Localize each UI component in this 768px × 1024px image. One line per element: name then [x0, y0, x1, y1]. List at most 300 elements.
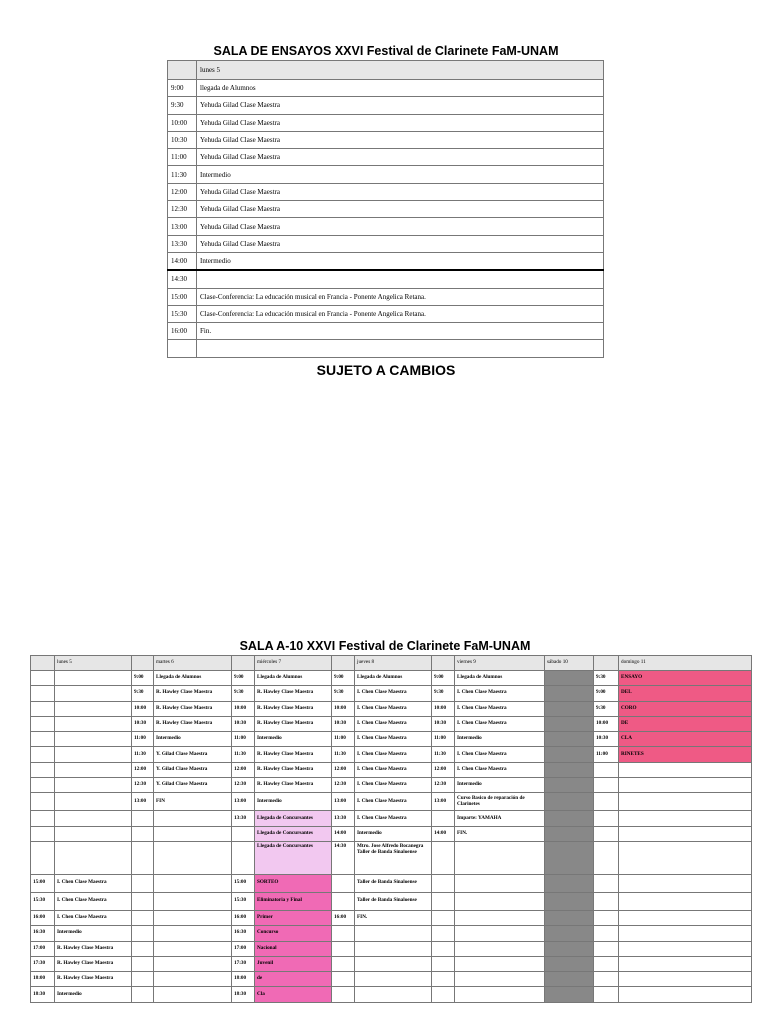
activity-cell	[545, 941, 594, 956]
time-cell	[132, 910, 154, 925]
activity-cell	[197, 340, 604, 357]
activity-cell: Llegada de Concursantes	[255, 841, 332, 874]
time-cell: 16:00	[31, 910, 55, 925]
time-cell: 16:30	[232, 926, 255, 941]
time-cell: 15:30	[168, 305, 197, 322]
time-cell: 9:30	[432, 686, 455, 701]
time-cell	[31, 747, 55, 762]
activity-cell: I. Chen Clase Maestra	[355, 701, 432, 716]
activity-cell: Nacional	[255, 941, 332, 956]
activity-cell: I. Chen Clase Maestra	[355, 811, 432, 826]
activity-cell: R. Hawley Clase Maestra	[154, 716, 232, 731]
time-cell: 18:00	[31, 972, 55, 987]
day-header: jueves 8	[355, 656, 432, 671]
time-cell: 12:30	[168, 201, 197, 218]
time-cell: 13:00	[432, 793, 455, 811]
activity-cell: I. Chen Clase Maestra	[55, 874, 132, 892]
activity-cell: R. Hawley Clase Maestra	[255, 778, 332, 793]
activity-cell	[545, 716, 594, 731]
time-cell	[432, 811, 455, 826]
day-header: domingo 11	[619, 656, 752, 671]
table-row	[168, 183, 604, 200]
time-cell	[332, 972, 355, 987]
time-cell: 10:30	[432, 716, 455, 731]
time-cell: 16:00	[332, 910, 355, 925]
activity-cell	[619, 956, 752, 971]
activity-cell	[619, 826, 752, 841]
activity-cell: Intermedio	[455, 778, 545, 793]
time-cell: 14:30	[168, 270, 197, 288]
activity-cell: Taller de Banda Sinaloense	[355, 874, 432, 892]
time-cell: 16:00	[232, 910, 255, 925]
activity-cell	[154, 941, 232, 956]
time-cell: 18:30	[232, 987, 255, 1002]
table-row	[31, 987, 752, 1002]
activity-cell	[455, 956, 545, 971]
time-cell: 15:00	[168, 288, 197, 305]
table-row	[168, 270, 604, 288]
activity-cell: llegada de Alumnos	[197, 80, 604, 97]
time-cell: 11:30	[232, 747, 255, 762]
time-cell: 9:30	[232, 686, 255, 701]
time-cell	[594, 778, 619, 793]
time-cell: 13:00	[132, 793, 154, 811]
time-cell	[432, 910, 455, 925]
table-row	[31, 686, 752, 701]
time-cell: 10:00	[168, 114, 197, 131]
time-cell	[594, 793, 619, 811]
time-cell: 11:00	[332, 732, 355, 747]
activity-cell: Y. Gilad Clase Maestra	[154, 778, 232, 793]
table-row	[31, 811, 752, 826]
time-cell: 13:30	[168, 235, 197, 252]
time-cell	[594, 826, 619, 841]
activity-cell: Intermedio	[197, 252, 604, 270]
time-cell	[232, 841, 255, 874]
time-cell	[594, 811, 619, 826]
activity-cell: Imparte: YAMAHA	[455, 811, 545, 826]
activity-cell: Mtro. Jose Alfredo Bocanegra Taller de Banda Sinaloense	[355, 841, 432, 874]
day-header: miércoles 7	[255, 656, 332, 671]
day-header: lunes 5	[197, 61, 604, 80]
time-cell	[132, 874, 154, 892]
time-cell: 9:00	[232, 671, 255, 686]
time-cell: 11:30	[168, 166, 197, 183]
time-cell	[31, 793, 55, 811]
time-cell: 9:30	[332, 686, 355, 701]
activity-cell: FIN.	[455, 826, 545, 841]
time-cell: 11:00	[432, 732, 455, 747]
table-row	[168, 323, 604, 340]
table-row	[168, 131, 604, 148]
activity-cell: I. Chen Clase Maestra	[455, 762, 545, 777]
activity-cell: I. Chen Clase Maestra	[455, 747, 545, 762]
time-cell: 13:00	[332, 793, 355, 811]
time-cell: 14:00	[168, 252, 197, 270]
time-cell: 17:00	[31, 941, 55, 956]
time-cell: 11:30	[132, 747, 154, 762]
time-cell	[594, 892, 619, 910]
activity-cell	[545, 826, 594, 841]
time-cell: 12:30	[232, 778, 255, 793]
time-cell	[594, 941, 619, 956]
table-row	[31, 778, 752, 793]
time-cell	[31, 671, 55, 686]
time-cell	[31, 841, 55, 874]
time-cell: 14:00	[332, 826, 355, 841]
table-row	[31, 972, 752, 987]
time-cell: 9:00	[432, 671, 455, 686]
activity-cell: R. Hawley Clase Maestra	[154, 701, 232, 716]
time-cell	[31, 778, 55, 793]
activity-cell: R. Hawley Clase Maestra	[154, 686, 232, 701]
schedule2-title: SALA A-10 XXVI Festival de Clarinete FaM-UNAM	[239, 639, 531, 653]
activity-cell	[55, 686, 132, 701]
activity-cell	[619, 941, 752, 956]
time-cell	[332, 892, 355, 910]
time-cell	[594, 874, 619, 892]
activity-cell: FIN.	[355, 910, 432, 925]
activity-cell: Juvenil	[255, 956, 332, 971]
activity-cell	[455, 926, 545, 941]
activity-cell: I. Chen Clase Maestra	[355, 778, 432, 793]
activity-cell	[154, 874, 232, 892]
activity-cell	[545, 892, 594, 910]
activity-cell: I. Chen Clase Maestra	[455, 716, 545, 731]
time-cell	[31, 811, 55, 826]
time-cell: 12:00	[168, 183, 197, 200]
activity-cell	[154, 926, 232, 941]
time-cell	[132, 892, 154, 910]
time-cell	[594, 987, 619, 1002]
time-cell: 11:00	[132, 732, 154, 747]
activity-cell	[55, 716, 132, 731]
activity-cell	[545, 778, 594, 793]
day-header: martes 6	[154, 656, 232, 671]
activity-cell	[619, 892, 752, 910]
table-row	[31, 747, 752, 762]
time-cell: 10:00	[332, 701, 355, 716]
header-time-cell	[168, 61, 197, 80]
activity-cell	[455, 874, 545, 892]
activity-cell: I. Chen Clase Maestra	[55, 892, 132, 910]
activity-cell	[545, 987, 594, 1002]
header-time-cell	[332, 656, 355, 671]
activity-cell: Eliminatoria y Final	[255, 892, 332, 910]
activity-cell	[545, 910, 594, 925]
activity-cell: CORO	[619, 701, 752, 716]
activity-cell	[154, 892, 232, 910]
table-row	[168, 288, 604, 305]
time-cell: 12:30	[132, 778, 154, 793]
time-cell: 9:30	[594, 701, 619, 716]
header-time-cell	[31, 656, 55, 671]
activity-cell	[619, 926, 752, 941]
time-cell: 10:00	[432, 701, 455, 716]
activity-cell: I. Chen Clase Maestra	[355, 732, 432, 747]
time-cell: 10:30	[232, 716, 255, 731]
time-cell: 13:00	[168, 218, 197, 235]
time-cell	[594, 910, 619, 925]
header-time-cell	[132, 656, 154, 671]
activity-cell	[154, 841, 232, 874]
time-cell: 10:00	[132, 701, 154, 716]
activity-cell: I. Chen Clase Maestra	[355, 762, 432, 777]
header-time-cell	[232, 656, 255, 671]
activity-cell: R. Hawley Clase Maestra	[55, 941, 132, 956]
activity-cell: de	[255, 972, 332, 987]
activity-cell	[545, 732, 594, 747]
activity-cell	[545, 701, 594, 716]
time-cell: 11:30	[332, 747, 355, 762]
activity-cell: ENSAYO	[619, 671, 752, 686]
activity-cell: I. Chen Clase Maestra	[355, 686, 432, 701]
activity-cell	[154, 826, 232, 841]
activity-cell: Llegada de Alumnos	[255, 671, 332, 686]
activity-cell	[545, 671, 594, 686]
activity-cell	[619, 778, 752, 793]
activity-cell	[355, 987, 432, 1002]
time-cell: 9:30	[594, 671, 619, 686]
activity-cell: Yehuda Gilad Clase Maestra	[197, 149, 604, 166]
time-cell: 13:00	[232, 793, 255, 811]
time-cell	[594, 972, 619, 987]
activity-cell: I. Chen Clase Maestra	[55, 910, 132, 925]
time-cell	[594, 926, 619, 941]
activity-cell	[455, 910, 545, 925]
time-cell: 16:30	[31, 926, 55, 941]
activity-cell: R. Hawley Clase Maestra	[255, 716, 332, 731]
note-text: SUJETO A CAMBIOS	[316, 362, 456, 378]
activity-cell: Yehuda Gilad Clase Maestra	[197, 201, 604, 218]
time-cell	[432, 972, 455, 987]
time-cell: 15:00	[232, 874, 255, 892]
time-cell: 12:00	[332, 762, 355, 777]
activity-cell: Clase-Conferencia: La educación musical en Francia - Ponente Angelica Retana.	[197, 305, 604, 322]
time-cell	[31, 732, 55, 747]
time-cell: 10:30	[168, 131, 197, 148]
table-row	[31, 956, 752, 971]
time-cell	[432, 987, 455, 1002]
activity-cell: SORTEO	[255, 874, 332, 892]
time-cell	[132, 956, 154, 971]
activity-cell: Intermedio	[255, 793, 332, 811]
time-cell: 15:30	[31, 892, 55, 910]
activity-cell: Taller de Banda Sinaloense	[355, 892, 432, 910]
time-cell: 17:00	[232, 941, 255, 956]
time-cell: 12:30	[432, 778, 455, 793]
time-cell	[594, 762, 619, 777]
activity-cell	[545, 762, 594, 777]
table-row	[31, 762, 752, 777]
time-cell	[132, 826, 154, 841]
time-cell	[594, 841, 619, 874]
activity-cell	[619, 910, 752, 925]
time-cell: 14:30	[332, 841, 355, 874]
activity-cell: R. Hawley Clase Maestra	[255, 747, 332, 762]
activity-cell	[455, 841, 545, 874]
activity-cell: I. Chen Clase Maestra	[355, 793, 432, 811]
activity-cell	[55, 732, 132, 747]
table-row	[168, 97, 604, 114]
day-header: viernes 9	[455, 656, 545, 671]
activity-cell	[545, 874, 594, 892]
activity-cell	[619, 874, 752, 892]
activity-cell: R. Hawley Clase Maestra	[55, 972, 132, 987]
activity-cell: Intermedio	[154, 732, 232, 747]
time-cell: 10:00	[594, 716, 619, 731]
activity-cell	[545, 926, 594, 941]
time-cell: 10:30	[132, 716, 154, 731]
time-cell	[132, 987, 154, 1002]
table-row	[168, 201, 604, 218]
table-row	[31, 671, 752, 686]
activity-cell	[55, 811, 132, 826]
table-row	[168, 235, 604, 252]
activity-cell	[154, 956, 232, 971]
time-cell	[432, 874, 455, 892]
activity-cell	[355, 956, 432, 971]
time-cell: 13:30	[232, 811, 255, 826]
activity-cell: Llegada de Alumnos	[355, 671, 432, 686]
time-cell	[432, 956, 455, 971]
time-cell	[132, 926, 154, 941]
activity-cell: Yehuda Gilad Clase Maestra	[197, 183, 604, 200]
time-cell	[332, 941, 355, 956]
time-cell	[132, 972, 154, 987]
time-cell	[232, 826, 255, 841]
activity-cell	[355, 972, 432, 987]
activity-cell: R. Hawley Clase Maestra	[255, 762, 332, 777]
activity-cell: Cla	[255, 987, 332, 1002]
time-cell: 11:00	[594, 747, 619, 762]
activity-cell: I. Chen Clase Maestra	[455, 686, 545, 701]
table-row	[31, 941, 752, 956]
activity-cell	[619, 987, 752, 1002]
activity-cell	[455, 972, 545, 987]
time-cell	[332, 987, 355, 1002]
time-cell: 12:00	[432, 762, 455, 777]
activity-cell: Fin.	[197, 323, 604, 340]
activity-cell	[455, 892, 545, 910]
time-cell: 16:00	[168, 323, 197, 340]
time-cell: 9:00	[168, 80, 197, 97]
activity-cell	[154, 811, 232, 826]
time-cell: 9:30	[132, 686, 154, 701]
time-cell: 15:30	[232, 892, 255, 910]
activity-cell: R. Hawley Clase Maestra	[255, 701, 332, 716]
day-header: lunes 5	[55, 656, 132, 671]
activity-cell: Intermedio	[197, 166, 604, 183]
table-row	[31, 874, 752, 892]
activity-cell: Llegada de Concursantes	[255, 811, 332, 826]
activity-cell	[55, 762, 132, 777]
time-cell	[432, 941, 455, 956]
activity-cell: Concurso	[255, 926, 332, 941]
activity-cell: Llegada de Concursantes	[255, 826, 332, 841]
activity-cell: DEL	[619, 686, 752, 701]
activity-cell	[545, 972, 594, 987]
activity-cell: Yehuda Gilad Clase Maestra	[197, 114, 604, 131]
table-row	[168, 166, 604, 183]
activity-cell: Primer	[255, 910, 332, 925]
activity-cell: Curso Basico de reparación de Clarinetes	[455, 793, 545, 811]
activity-cell: I. Chen Clase Maestra	[455, 701, 545, 716]
schedule2-table	[30, 655, 752, 1003]
table-row	[31, 841, 752, 874]
activity-cell	[55, 778, 132, 793]
activity-cell	[55, 747, 132, 762]
table-row	[31, 701, 752, 716]
time-cell: 12:00	[132, 762, 154, 777]
activity-cell	[545, 811, 594, 826]
activity-cell	[55, 671, 132, 686]
time-cell: 17:30	[232, 956, 255, 971]
activity-cell	[55, 841, 132, 874]
activity-cell	[455, 987, 545, 1002]
time-cell	[168, 340, 197, 357]
activity-cell: Yehuda Gilad Clase Maestra	[197, 235, 604, 252]
activity-cell	[619, 972, 752, 987]
activity-cell	[545, 793, 594, 811]
activity-cell	[619, 793, 752, 811]
day-header: sábado 10	[545, 656, 594, 671]
time-cell: 9:00	[594, 686, 619, 701]
time-cell: 18:00	[232, 972, 255, 987]
time-cell	[332, 874, 355, 892]
time-cell: 13:30	[332, 811, 355, 826]
schedule1-title: SALA DE ENSAYOS XXVI Festival de Clarinete FaM-UNAM	[213, 44, 559, 58]
time-cell: 9:30	[168, 97, 197, 114]
activity-cell	[55, 793, 132, 811]
activity-cell: Llegada de Alumnos	[455, 671, 545, 686]
table-row	[168, 114, 604, 131]
time-cell: 10:30	[594, 732, 619, 747]
time-cell	[31, 826, 55, 841]
activity-cell	[197, 270, 604, 288]
activity-cell	[455, 941, 545, 956]
activity-cell: R. Hawley Clase Maestra	[255, 686, 332, 701]
activity-cell: DE	[619, 716, 752, 731]
time-cell: 10:00	[232, 701, 255, 716]
time-cell: 11:30	[432, 747, 455, 762]
activity-cell	[355, 926, 432, 941]
activity-cell	[154, 972, 232, 987]
activity-cell	[619, 762, 752, 777]
activity-cell	[545, 841, 594, 874]
activity-cell	[619, 841, 752, 874]
time-cell: 11:00	[232, 732, 255, 747]
activity-cell	[545, 956, 594, 971]
table-row	[31, 910, 752, 925]
activity-cell	[619, 811, 752, 826]
activity-cell: I. Chen Clase Maestra	[355, 747, 432, 762]
activity-cell	[545, 686, 594, 701]
time-cell	[31, 762, 55, 777]
activity-cell: Yehuda Gilad Clase Maestra	[197, 97, 604, 114]
time-cell: 12:30	[332, 778, 355, 793]
time-cell	[332, 926, 355, 941]
time-cell	[432, 926, 455, 941]
activity-cell	[545, 747, 594, 762]
time-cell	[132, 841, 154, 874]
table-row	[168, 252, 604, 270]
table-row	[168, 80, 604, 97]
activity-cell: Llegada de Alumnos	[154, 671, 232, 686]
activity-cell: I. Chen Clase Maestra	[355, 716, 432, 731]
time-cell	[594, 956, 619, 971]
activity-cell: Y. Gilad Clase Maestra	[154, 762, 232, 777]
